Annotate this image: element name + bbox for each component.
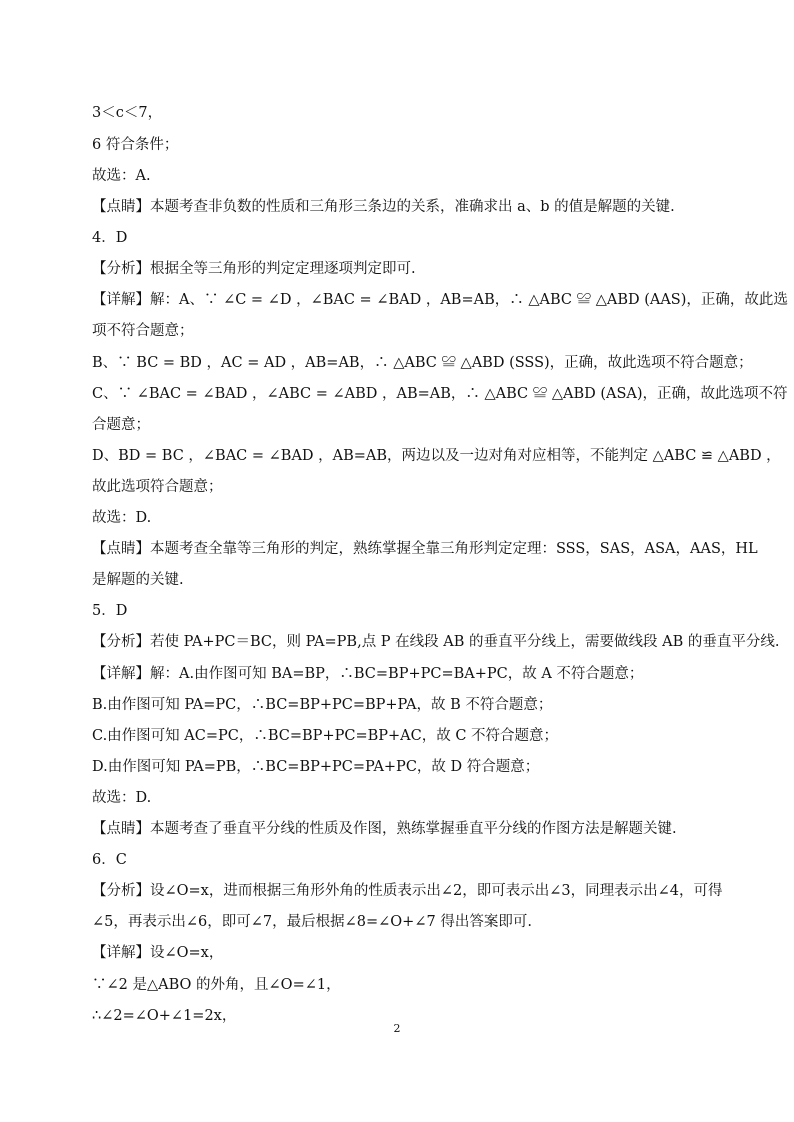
text-line: 故此选项符合题意； (92, 479, 223, 495)
text-line: 【分析】根据全等三角形的判定定理逐项判定即可. (92, 261, 416, 277)
text-line: D.由作图可知 PA=PB，∴BC=BP+PC=PA+PC，故 D 符合题意； (92, 759, 540, 775)
page-number: 2 (393, 1022, 401, 1035)
text-line: 项不符合题意； (92, 323, 194, 339)
text-line: 4．D (92, 230, 128, 246)
text-line: 合题意； (92, 417, 150, 433)
text-line: 【分析】设∠O=x，进而根据三角形外角的性质表示出∠2，即可表示出∠3，同理表示出∠4，可得 (92, 883, 723, 899)
text-line: D、BD = BC ，∠BAC = ∠BAD ，AB=AB，两边以及一边对角对应相等，不能判定 △ABC ≌ △ABD ， (92, 448, 781, 464)
text-line: B.由作图可知 PA=PC，∴BC=BP+PC=BP+PA，故 B 不符合题意； (92, 697, 553, 713)
text-line: ∵∠2 是△ABO 的外角，且∠O=∠1， (92, 977, 341, 993)
text-line: 【点睛】本题考查全靠等三角形的判定，熟练掌握全靠三角形判定定理：SSS，SAS，ASA，AAS，HL (92, 541, 758, 557)
text-line: 是解题的关键. (92, 572, 184, 588)
text-line: 【详解】解：A、∵ ∠C = ∠D ，∠BAC = ∠BAD ，AB=AB，∴ △ABC ≌ △ABD (AAS)，正确，故此选 (92, 292, 788, 308)
text-line: B、∵ BC = BD ，AC = AD ，AB=AB，∴ △ABC ≌ △ABD (SSS)，正确，故此选项不符合题意； (92, 355, 753, 371)
text-line: 故选：D. (92, 510, 152, 526)
text-line: 【点睛】本题考查了垂直平分线的性质及作图，熟练掌握垂直平分线的作图方法是解题关键. (92, 821, 677, 837)
text-line: 5．D (92, 603, 128, 619)
text-line: 【详解】设∠O=x， (92, 945, 224, 961)
text-line: 6．C (92, 852, 127, 868)
text-line: C.由作图可知 AC=PC，∴BC=BP+PC=BP+AC，故 C 不符合题意； (92, 728, 559, 744)
text-line: ∠5，再表示出∠6，即可∠7，最后根据∠8=∠O+∠7 得出答案即可. (92, 914, 532, 930)
text-line: C、∵ ∠BAC = ∠BAD ，∠ABC = ∠ABD ，AB=AB，∴ △ABC ≌ △ABD (ASA)，正确，故此选项不符 (92, 386, 788, 402)
text-line: 6 符合条件； (92, 137, 179, 153)
text-line: ∴∠2=∠O+∠1=2x， (92, 1008, 237, 1024)
text-line: 故选：A. (92, 168, 151, 184)
text-line: 【点睛】本题考查非负数的性质和三角形三条边的关系，准确求出 a、b 的值是解题的关键. (92, 199, 675, 215)
text-line: 【分析】若使 PA+PC＝BC，则 PA=PB,点 P 在线段 AB 的垂直平分线上，需要做线段 AB 的垂直平分线. (92, 634, 780, 650)
text-line: 3＜c＜7， (92, 105, 163, 121)
text-line: 故选：D. (92, 790, 152, 806)
text-line: 【详解】解：A.由作图可知 BA=BP，∴BC=BP+PC=BA+PC，故 A 不符合题意； (92, 666, 644, 682)
